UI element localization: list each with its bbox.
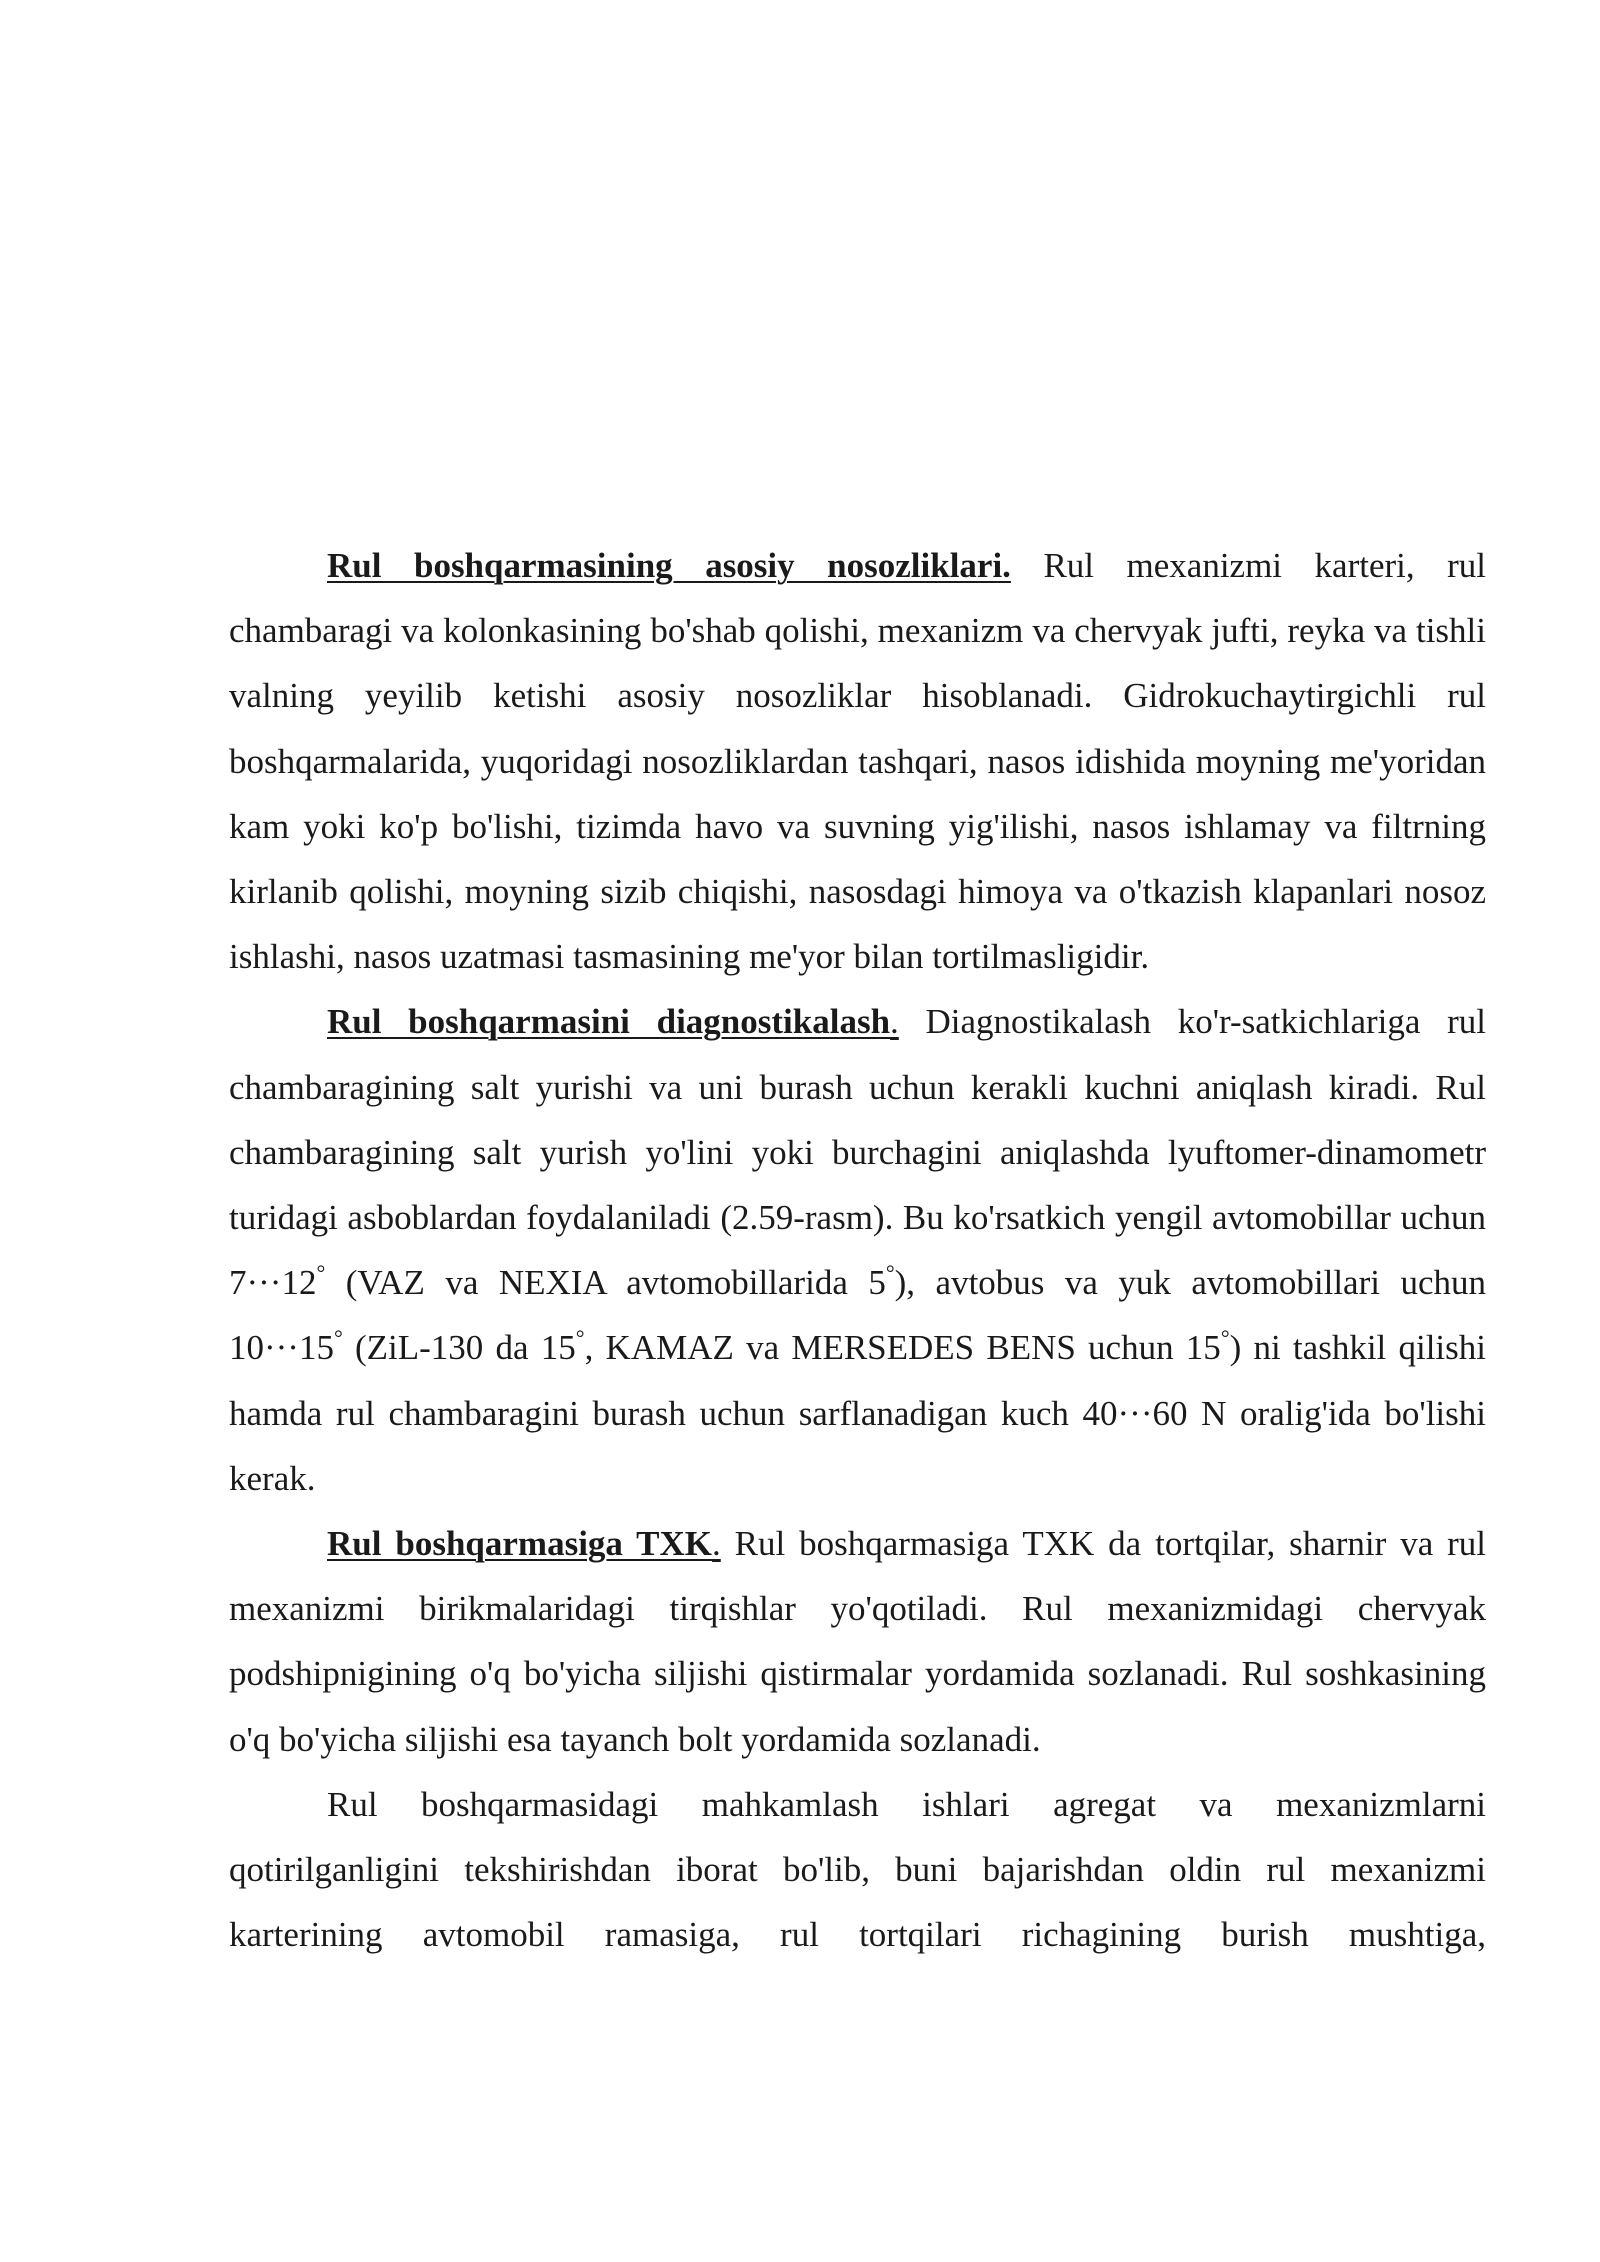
degree-sign: °	[333, 1325, 343, 1351]
diagnostics-text-3: ), avtobus va yuk avtomobillari uchun 10···15	[229, 1263, 1486, 1368]
heading-diagnostics: Rul boshqarmasini diagnostikalash	[327, 1002, 891, 1042]
diagnostics-text-5: , KAMAZ va MERSEDES BENS uchun 15	[584, 1328, 1221, 1368]
heading-maintenance-dot: .	[712, 1524, 721, 1564]
document-body	[229, 533, 1486, 1967]
paragraph-diagnostics	[229, 989, 1486, 1511]
heading-diagnostics-dot: .	[890, 1002, 899, 1042]
paragraph-fastening-text: Rul boshqarmasidagi mahkamlash ishlari agregat va mexanizmlarni qotirilganligini tekshirishdan iborat bo'lib, buni bajarishdan oldin rul mexanizmi karterining avtomobil ramasiga, rul tortqilari richagining burish mushtiga,	[229, 1784, 1486, 1955]
paragraph-fastening	[229, 1772, 1486, 1968]
diagnostics-text-1: Diagnostikalash ko'r-satkichlariga rul chambaragining salt yurishi va uni burash uchun kerakli kuchni aniqlash kiradi. Rul chambaragining salt yurish yo'lini yoki burchagini aniqlashda lyuftomer-dinamometr turidagi asboblardan foydalaniladi (2.59-rasm). Bu ko'rsatkich yengil avtomobillar uchun 7···12	[229, 1002, 1486, 1303]
paragraph-faults	[229, 533, 1486, 989]
diagnostics-text-6: ) ni tashkil qilishi hamda rul chambaragini burash uchun sarflanadigan kuch 40···60 N oralig'ida bo'lishi kerak.	[229, 1328, 1486, 1498]
degree-sign: °	[885, 1260, 895, 1286]
paragraph-faults-text: Rul mexanizmi karteri, rul chambaragi va kolonkasining bo'shab qolishi, mexanizm va chervyak jufti, reyka va tishli valning yeyilib ketishi asosiy nosozliklar hisoblanadi. Gidrokuchaytirgichli rul boshqarmalarida, yuqoridagi nosozliklardan tashqari, nasos idishida moyning me'yoridan kam yoki ko'p bo'lishi, tizimda havo va suvning yig'ilishi, nasos ishlamay va filtrning kirlanib qolishi, moyning sizib chiqishi, nasosdagi himoya va o'tkazish klapanlari nosoz ishlashi, nasos uzatmasi tasmasining me'yor bilan tortilmasligidir.	[229, 546, 1487, 977]
paragraph-maintenance-text: Rul boshqarmasiga TXK da tortqilar, sharnir va rul mexanizmi birikmalaridagi tirqishlar yo'qotiladi. Rul mexanizmidagi chervyak podshipnigining o'q bo'yicha siljishi qistirmalar yordamida sozlanadi. Rul soshkasining o'q bo'yicha siljishi esa tayanch bolt yordamida sozlanadi.	[229, 1524, 1487, 1759]
heading-faults: Rul boshqarmasining asosiy nosozliklari.	[327, 546, 1011, 585]
degree-sign: °	[575, 1325, 585, 1351]
heading-maintenance: Rul boshqarmasiga TXK	[327, 1524, 713, 1564]
degree-sign: °	[316, 1260, 326, 1286]
paragraph-maintenance	[229, 1511, 1486, 1772]
degree-sign: °	[1220, 1325, 1230, 1351]
diagnostics-text-4: (ZiL-130 da 15	[342, 1328, 576, 1368]
diagnostics-text-2: (VAZ va NEXIA avtomobillarida 5	[325, 1263, 886, 1303]
